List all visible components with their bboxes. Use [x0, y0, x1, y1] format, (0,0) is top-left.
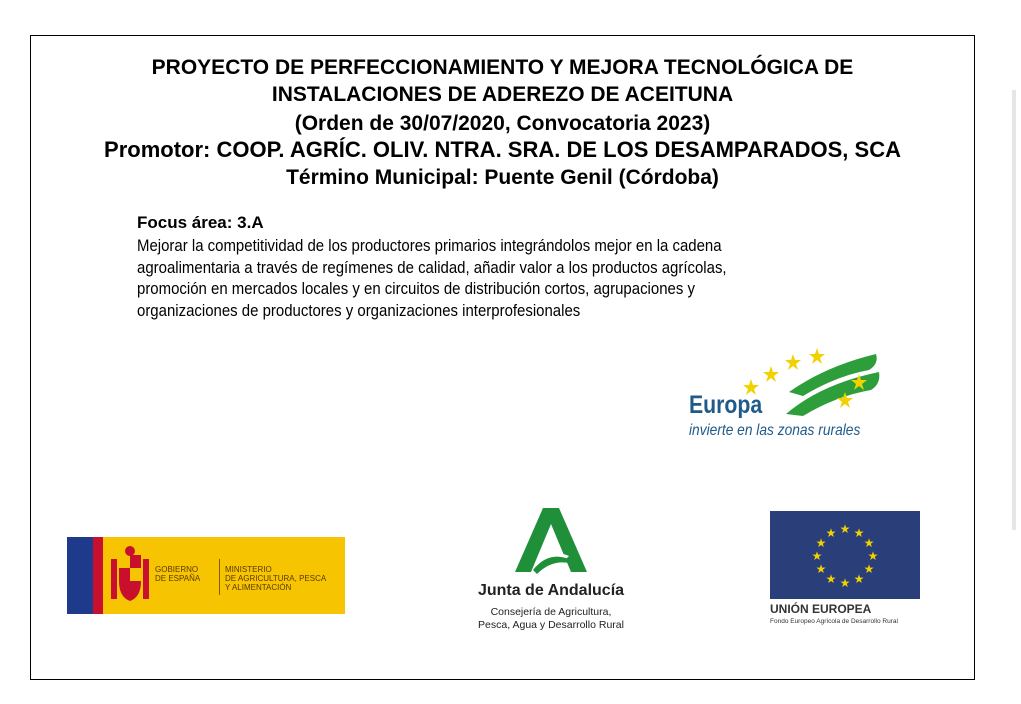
- title-line-2: INSTALACIONES DE ADEREZO DE ACEITUNA: [271, 83, 734, 106]
- title-line-1: PROYECTO DE PERFECCIONAMIENTO Y MEJORA TECNOLÓGICA DE: [151, 56, 854, 79]
- ministry-line-3: Y ALIMENTACIÓN: [225, 583, 292, 592]
- junta-sub-line-1: Consejería de Agricultura,: [490, 606, 612, 618]
- svg-text:★: ★: [853, 572, 865, 586]
- europa-tagline: invierte en las zonas rurales: [689, 422, 861, 439]
- svg-text:★: ★: [839, 522, 851, 536]
- svg-text:★: ★: [811, 549, 823, 563]
- svg-text:★: ★: [839, 576, 851, 590]
- svg-text:★: ★: [863, 562, 875, 576]
- focus-line: promoción en mercados locales y en circuitos de distribución cortos, agrupaciones y: [137, 279, 695, 298]
- coat-of-arms-icon: [109, 545, 151, 607]
- eu-flag: [770, 511, 920, 599]
- gobierno-espana-logo: [67, 537, 345, 614]
- gobierno-line-1: GOBIERNO: [155, 565, 199, 574]
- scrollbar-track[interactable]: [1012, 90, 1016, 530]
- eu-name: UNIÓN EUROPEA: [770, 602, 872, 616]
- europa-swoosh-icon: [741, 344, 886, 419]
- junta-sub-line-2: Pesca, Agua y Desarrollo Rural: [478, 619, 624, 631]
- svg-text:★: ★: [867, 549, 879, 563]
- svg-text:★: ★: [853, 526, 865, 540]
- gobierno-text: [155, 565, 200, 583]
- ministry-line-2: DE AGRICULTURA, PESCA: [225, 574, 327, 583]
- union-europea-logo: [768, 511, 928, 636]
- junta-subtitle: [471, 606, 631, 632]
- focus-line: agroalimentaria a través de regímenes de calidad, añadir valor a los productos agrícolas,: [137, 257, 727, 277]
- document-frame: [30, 35, 975, 680]
- junta-andalucia-logo: [471, 506, 631, 636]
- promoter-line: Promotor: COOP. AGRÍC. OLIV. NTRA. SRA. DE LOS DESAMPARADOS, SCA: [104, 137, 901, 162]
- ministry-line-1: MINISTERIO: [225, 565, 272, 574]
- order-line: (Orden de 30/07/2020, Convocatoria 2023): [294, 112, 711, 135]
- svg-text:★: ★: [863, 536, 875, 550]
- spain-flag-strip: [93, 537, 103, 614]
- europa-rural-logo: [686, 344, 886, 444]
- eu-stars-icon: [770, 511, 920, 599]
- municipality-line: Término Municipal: Puente Genil (Córdoba): [286, 166, 719, 189]
- ministry-text: [225, 565, 326, 592]
- svg-text:★: ★: [825, 526, 837, 540]
- junta-a-icon: [513, 506, 589, 576]
- svg-text:★: ★: [815, 562, 827, 576]
- focus-line: organizaciones de productores y organizaciones interprofesionales: [137, 300, 581, 320]
- svg-text:★: ★: [825, 572, 837, 586]
- focus-line: Mejorar la competitividad de los productores primarios integrándolos mejor en la cadena: [137, 236, 722, 255]
- svg-text:★: ★: [815, 536, 827, 550]
- focus-area-description: [137, 235, 788, 321]
- gobierno-line-2: DE ESPAÑA: [155, 574, 201, 583]
- divider: [219, 559, 220, 595]
- eu-fund: Fondo Europeo Agrícola de Desarrollo Rural: [770, 618, 898, 625]
- focus-area-title: Focus área: 3.A: [137, 213, 264, 232]
- europa-word: Europa: [689, 391, 763, 419]
- eu-strip: [67, 537, 93, 614]
- junta-name: Junta de Andalucía: [477, 582, 625, 599]
